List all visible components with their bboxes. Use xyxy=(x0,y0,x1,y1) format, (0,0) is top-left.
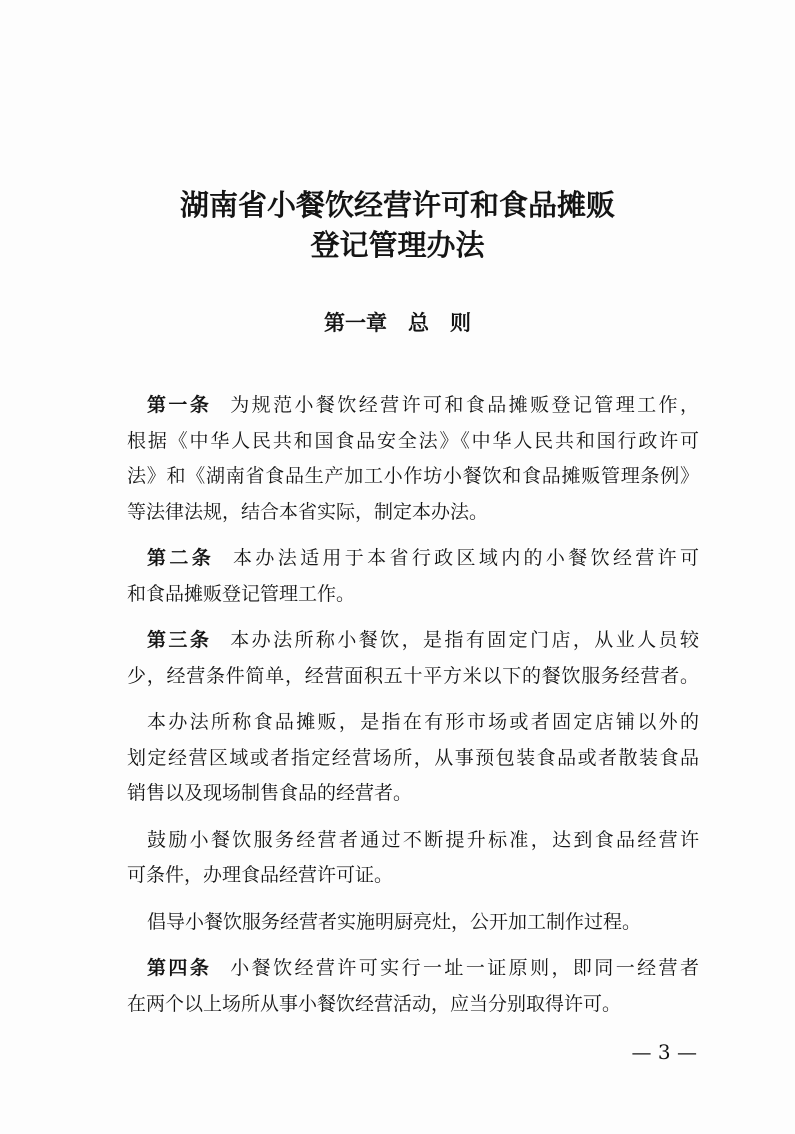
line-text: 等法律法规，结合本省实际，制定本办法。 xyxy=(127,500,489,523)
body-text xyxy=(127,388,699,1033)
line-text: 可条件，办理食品经营许可证。 xyxy=(127,864,394,886)
paragraph-line xyxy=(127,741,699,777)
article-number: 第四条 xyxy=(147,957,212,979)
paragraph-line xyxy=(127,495,699,531)
line-text: 本办法所称食品摊贩，是指在有形市场或者固定店铺以外的 xyxy=(147,711,699,733)
title-line-1: 湖南省小餐饮经营许可和食品摊贩 xyxy=(179,188,615,222)
line-text: 和食品摊贩登记管理工作。 xyxy=(127,582,356,605)
paragraph-line xyxy=(127,459,699,495)
paragraph-line xyxy=(127,705,699,741)
article-paragraph xyxy=(127,951,699,1022)
line-text: 根据《中华人民共和国食品安全法》《中华人民共和国行政许可 xyxy=(127,429,699,452)
paragraph-line xyxy=(127,905,699,941)
paragraph-line xyxy=(127,424,699,460)
article-paragraph xyxy=(127,388,699,530)
line-text: 在两个以上场所从事小餐饮经营活动，应当分别取得许可。 xyxy=(127,992,622,1015)
article-number: 第三条 xyxy=(147,629,212,651)
line-text: 倡导小餐饮服务经营者实施明厨亮灶，公开加工制作过程。 xyxy=(147,910,642,933)
paragraph-line xyxy=(127,776,699,812)
paragraph xyxy=(127,823,699,894)
article-number: 第二条 xyxy=(147,547,215,569)
line-text: 小餐饮经营许可实行一址一证原则，即同一经营者 xyxy=(230,957,699,979)
paragraph-line xyxy=(127,858,699,894)
line-text: 销售以及现场制售食品的经营者。 xyxy=(127,782,413,804)
paragraph xyxy=(127,905,699,941)
chapter-heading: 第一章 总 则 xyxy=(324,310,471,335)
paragraph-line xyxy=(127,951,699,987)
title-line-2: 登记管理办法 xyxy=(310,228,485,262)
article-paragraph xyxy=(127,541,699,612)
page-number: — 3 — xyxy=(631,1040,697,1064)
line-text: 本办法所称小餐饮，是指有固定门店，从业人员较 xyxy=(230,629,699,651)
document-title xyxy=(0,185,795,265)
paragraph-line xyxy=(127,577,699,613)
paragraph-line xyxy=(127,623,699,659)
line-text: 为规范小餐饮经营许可和食品摊贩登记管理工作， xyxy=(230,394,699,416)
article-paragraph xyxy=(127,623,699,694)
paragraph-line xyxy=(127,541,699,577)
line-text: 鼓励小餐饮服务经营者通过不断提升标准，达到食品经营许 xyxy=(147,828,699,851)
paragraph-line xyxy=(127,987,699,1023)
line-text: 法》和《湖南省食品生产加工小作坊小餐饮和食品摊贩管理条例》 xyxy=(127,465,699,487)
line-text: 少，经营条件简单，经营面积五十平方米以下的餐饮服务经营者。 xyxy=(127,664,699,687)
article-number: 第一条 xyxy=(147,394,212,416)
paragraph xyxy=(127,705,699,812)
paragraph-line xyxy=(127,659,699,695)
paragraph-line xyxy=(127,388,699,424)
line-text: 划定经营区域或者指定经营场所，从事预包装食品或者散装食品 xyxy=(127,746,699,769)
paragraph-line xyxy=(127,823,699,859)
line-text: 本办法适用于本省行政区域内的小餐饮经营许可 xyxy=(233,547,699,569)
